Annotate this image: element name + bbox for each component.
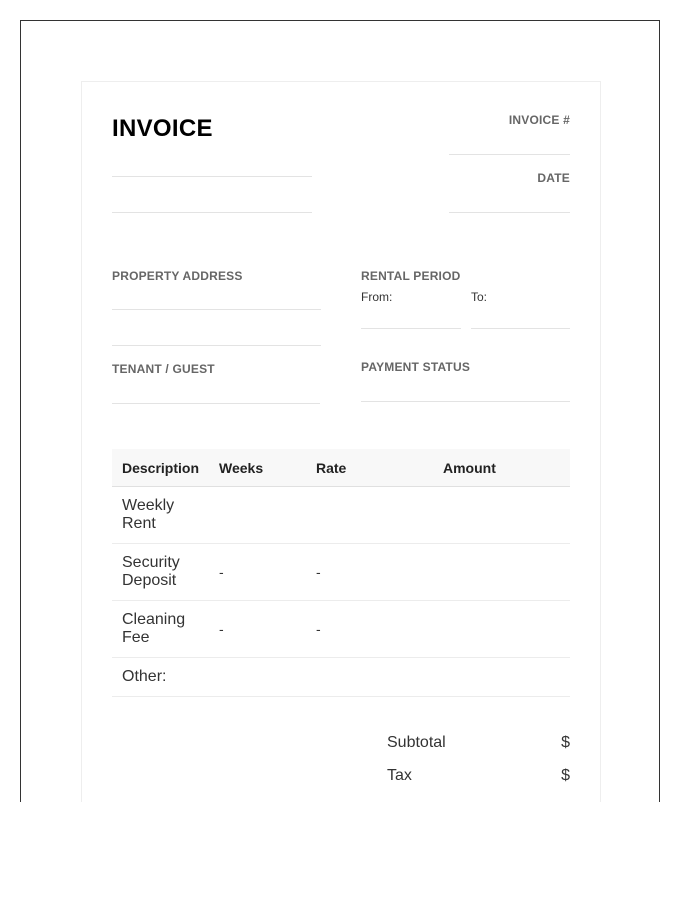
row-rate[interactable]: -	[306, 601, 403, 658]
row-weeks[interactable]	[209, 487, 306, 544]
row-description: Security Deposit	[112, 544, 209, 601]
property-address-underline-1	[112, 309, 321, 310]
business-address-underline	[112, 212, 312, 213]
row-rate[interactable]: -	[306, 544, 403, 601]
table-row	[112, 601, 570, 658]
row-description: Cleaning Fee	[112, 601, 209, 658]
header-rate: Rate	[306, 449, 403, 487]
payment-status-field[interactable]	[361, 378, 570, 401]
tax-label: Tax	[387, 767, 412, 784]
header-description: Description	[112, 449, 209, 487]
from-date-underline	[361, 328, 461, 329]
invoice-number-underline	[449, 154, 570, 155]
from-label: From:	[361, 290, 393, 304]
tenant-underline	[112, 403, 320, 404]
tenant-label: TENANT / GUEST	[112, 362, 215, 376]
header-amount: Amount	[403, 449, 570, 487]
payment-status-label: PAYMENT STATUS	[361, 360, 471, 374]
tax-value[interactable]: $	[561, 767, 570, 784]
from-date-field[interactable]	[361, 306, 461, 328]
table-row	[112, 487, 570, 544]
table-row	[112, 658, 570, 697]
to-label: To:	[471, 290, 488, 304]
row-weeks[interactable]	[209, 658, 306, 697]
row-amount[interactable]	[403, 601, 570, 658]
property-address-underline-2	[112, 345, 321, 346]
rental-period-label: RENTAL PERIOD	[361, 269, 461, 283]
property-address-line-2[interactable]	[112, 322, 321, 345]
row-amount[interactable]	[403, 658, 570, 697]
payment-status-underline	[361, 401, 570, 402]
business-name-field[interactable]	[112, 152, 312, 176]
date-field[interactable]	[449, 188, 570, 212]
row-weeks[interactable]: -	[209, 601, 306, 658]
header-weeks: Weeks	[209, 449, 306, 487]
table-header-row	[112, 449, 570, 487]
row-description: Weekly Rent	[112, 487, 209, 544]
business-name-underline	[112, 176, 312, 177]
row-rate[interactable]	[306, 658, 403, 697]
business-address-field[interactable]	[112, 188, 312, 212]
row-weeks[interactable]: -	[209, 544, 306, 601]
to-date-field[interactable]	[471, 306, 570, 328]
invoice-title: INVOICE	[112, 115, 213, 142]
row-description: Other:	[112, 658, 209, 697]
row-amount[interactable]	[403, 487, 570, 544]
table-row	[112, 544, 570, 601]
subtotal-label: Subtotal	[387, 734, 446, 751]
property-address-line-1[interactable]	[112, 286, 321, 309]
subtotal-value[interactable]: $	[561, 734, 570, 751]
line-items-table	[112, 449, 570, 697]
row-amount[interactable]	[403, 544, 570, 601]
row-rate[interactable]	[306, 487, 403, 544]
date-label: DATE	[537, 171, 570, 185]
invoice-number-label: INVOICE #	[508, 113, 570, 127]
to-date-underline	[471, 328, 570, 329]
property-address-label: PROPERTY ADDRESS	[112, 269, 243, 283]
tenant-field[interactable]	[112, 380, 320, 403]
invoice-number-field[interactable]	[449, 130, 570, 154]
date-underline	[449, 212, 570, 213]
